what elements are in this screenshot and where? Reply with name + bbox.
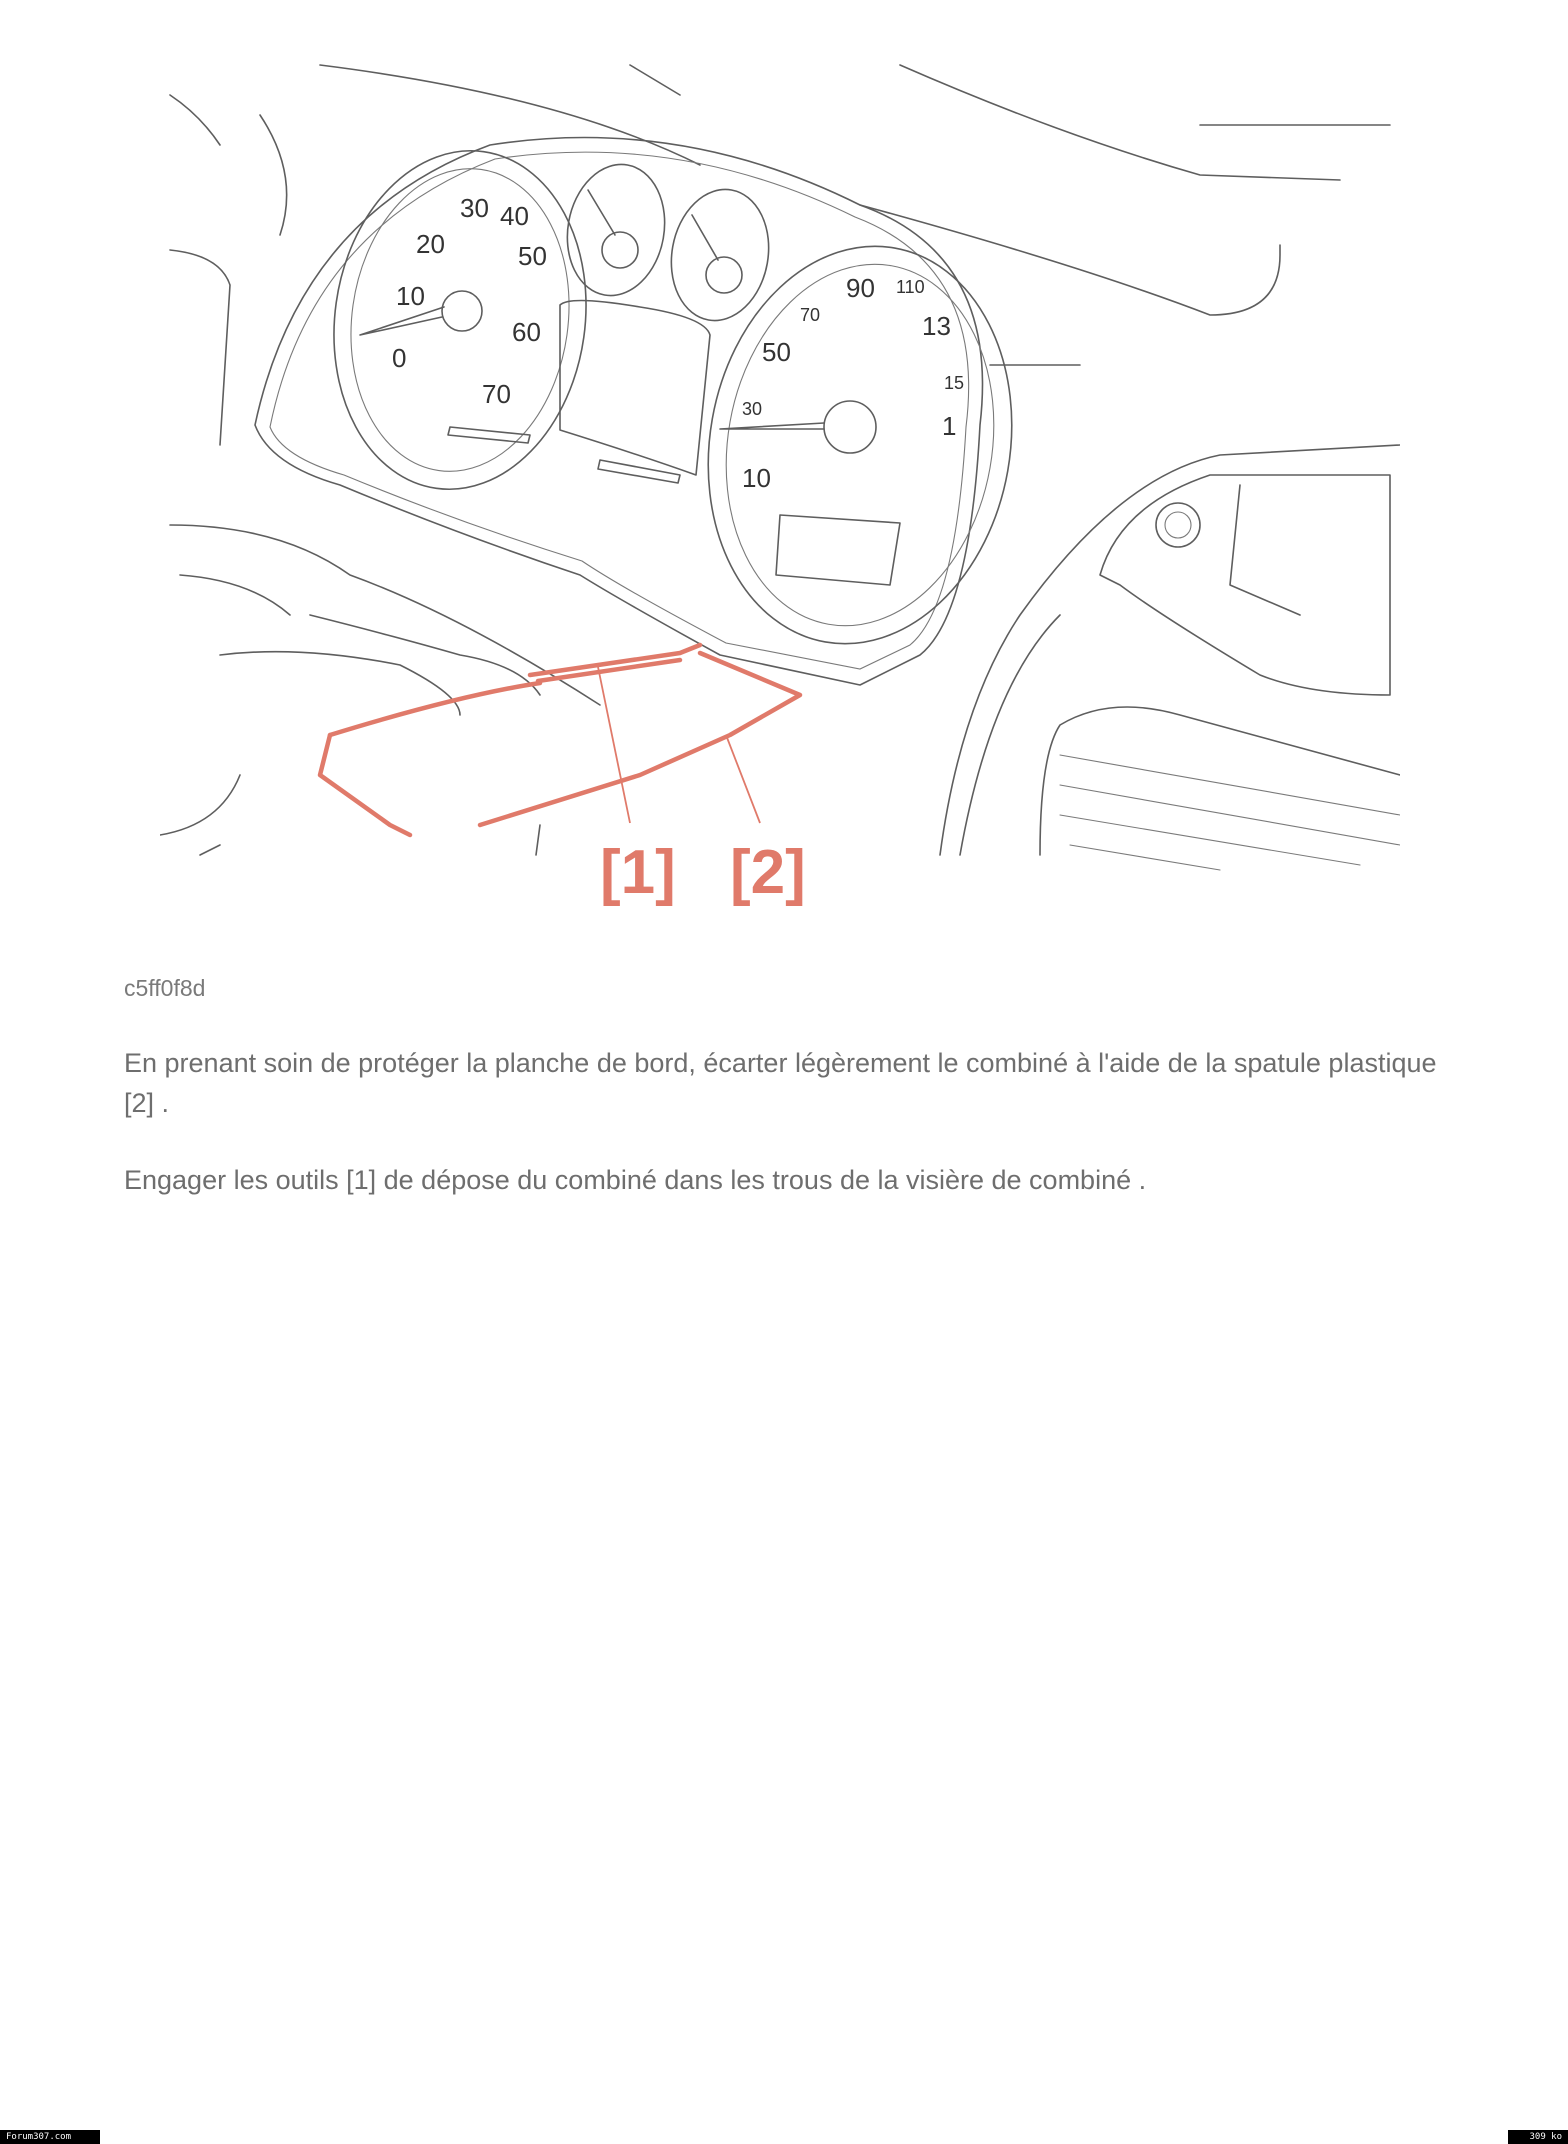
dash-lower-contour: [180, 575, 290, 615]
air-vent-slat: [1060, 755, 1400, 815]
hazard-switch: [1156, 503, 1200, 547]
dash-contour: [900, 65, 1340, 180]
hand-outline: [536, 825, 540, 855]
right-gauge-needle: [720, 423, 824, 429]
console-panel-edge: [1230, 485, 1300, 615]
dash-contour: [170, 95, 220, 145]
instrument-cluster-drawing: [160, 55, 1400, 915]
footer-source-label: Forum307.com: [0, 2130, 100, 2144]
right-dial-number: 1: [942, 411, 957, 441]
left-gauge-hub: [442, 291, 482, 331]
instruction-paragraph: Engager les outils [1] de dépose du combiné dans les trous de la visière de combiné .: [124, 1165, 1147, 1195]
callout-1-leader: [598, 667, 630, 823]
air-vent-frame: [1040, 707, 1400, 855]
central-display: [560, 300, 710, 475]
callout-1-label: [1]: [600, 838, 676, 907]
dash-contour: [320, 65, 700, 165]
left-gauge-needle: [360, 307, 444, 335]
left-dial-number: 20: [416, 229, 445, 259]
right-dial-number: 15: [944, 373, 965, 393]
hand-outline: [310, 615, 540, 695]
glovebox-panel: [1100, 475, 1390, 695]
callout-2-label: [2]: [730, 838, 806, 907]
left-dial-number: 10: [396, 281, 425, 311]
right-dial-number: 30: [742, 399, 763, 419]
left-dial-number: 70: [482, 379, 511, 409]
right-gauge-hub: [824, 401, 876, 453]
plastic-spatula-2: [330, 683, 540, 735]
console-contour: [940, 445, 1400, 855]
left-gauge-rim: [313, 134, 608, 505]
dash-lower-contour: [170, 525, 600, 705]
odometer-window: [776, 515, 900, 585]
right-dial-number: 70: [800, 305, 821, 325]
right-dial-number: 50: [762, 337, 791, 367]
right-dial-number: 110: [896, 277, 925, 297]
hand-outline: [200, 845, 220, 855]
right-dial-number: 10: [742, 463, 771, 493]
fuel-gauge-hub: [602, 232, 638, 268]
hazard-switch-inner: [1165, 512, 1191, 538]
fuel-gauge-rim: [557, 157, 674, 304]
temp-gauge-needle: [692, 215, 718, 260]
callout-2-leader: [726, 735, 760, 823]
footer-size-label: 309 ko: [1508, 2130, 1568, 2144]
hand-outline: [220, 652, 460, 715]
hand-outline: [160, 775, 240, 835]
dash-contour: [170, 250, 230, 445]
left-dial-number: 50: [518, 241, 547, 271]
illustration-reference-code: c5ff0f8d: [124, 975, 206, 1001]
temp-gauge-hub: [706, 257, 742, 293]
instruction-paragraph: En prenant soin de protéger la planche de bord, écarter légèrement le combiné à l'aide de la spatule plastique [2] .: [124, 1048, 1437, 1118]
cluster-hood: [255, 138, 983, 686]
display-button: [598, 460, 680, 483]
air-vent-slat: [1060, 815, 1360, 865]
plastic-spatula-2: [480, 653, 800, 825]
fuel-gauge-needle: [588, 190, 615, 235]
dash-contour: [260, 115, 287, 235]
right-dial-number: 90: [846, 273, 875, 303]
left-dial-number: 60: [512, 317, 541, 347]
air-vent-slat: [1060, 785, 1400, 845]
console-contour: [960, 615, 1060, 855]
plastic-spatula-2: [320, 735, 410, 835]
left-dial-number: 40: [500, 201, 529, 231]
dash-contour: [630, 65, 680, 95]
temp-gauge-rim: [661, 182, 778, 329]
left-dial-number: 30: [460, 193, 489, 223]
left-dial-number: 0: [392, 343, 407, 373]
air-vent-slat: [1070, 845, 1220, 870]
dashboard-illustration: [160, 55, 1400, 915]
right-gauge-face: [698, 243, 1021, 647]
right-dial-number: 13: [922, 311, 951, 341]
cluster-hood-inner: [270, 152, 969, 669]
